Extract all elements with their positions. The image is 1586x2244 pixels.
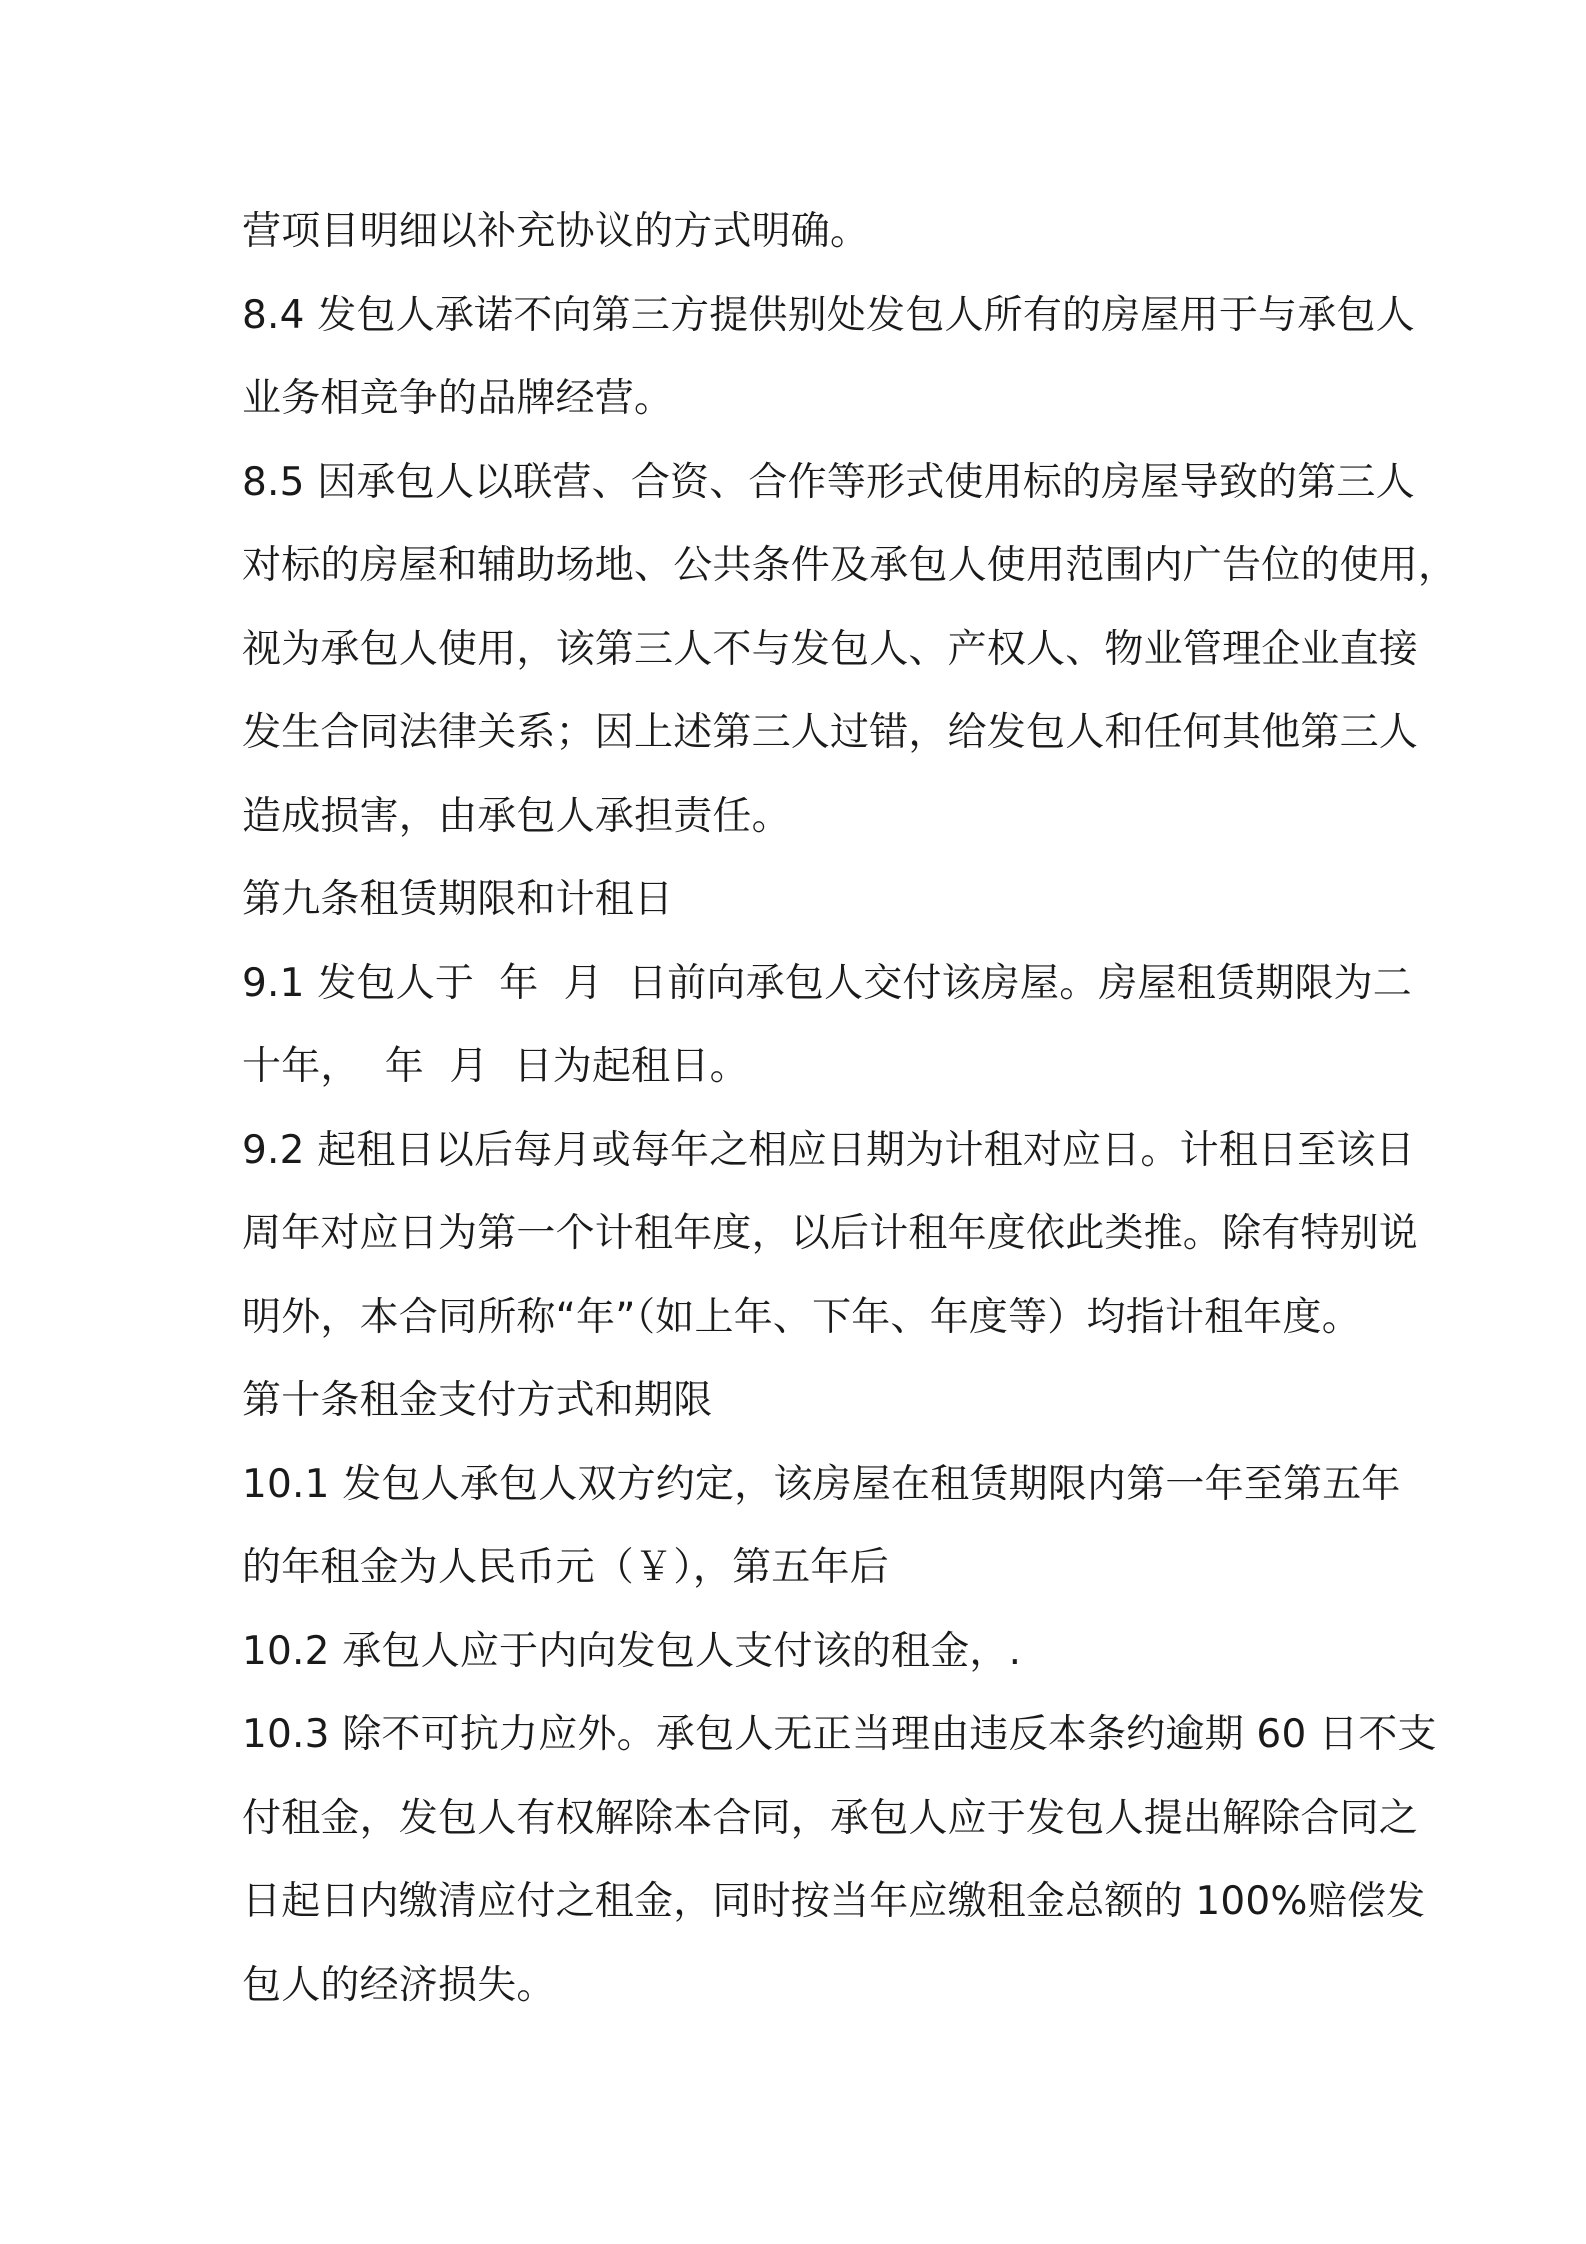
article-10-heading: 第十条租金支付方式和期限 [242,1378,713,1423]
clause-8-4-line: 8.4 发包人承诺不向第三方提供别处发包人所有的房屋用于与承包人 [242,292,1415,338]
clause-10-1-line: 10.1 发包人承包人双方约定，该房屋在租赁期限内第一年至第五年 [242,1461,1401,1507]
text-line: 视为承包人使用，该第三人不与发包人、产权人、物业管理企业直接 [242,626,1419,672]
document-body [242,190,1458,2027]
text-line: 营项目明细以补充协议的方式明确。 [242,209,870,254]
text-line: 发生合同法律关系；因上述第三人过错，给发包人和任何其他第三人 [242,710,1419,755]
text-line: 十年， 年 月 日为起租日。 [242,1044,749,1089]
text-line: 明外，本合同所称“年”（如上年、下年、年度等）均指计租年度。 [242,1294,1361,1340]
text-line: 包人的经济损失。 [242,1962,556,2008]
clause-9-1-line: 9.1 发包人于 年 月 日前向承包人交付该房屋。房屋租赁期限为二 [242,960,1413,1006]
article-9-heading: 第九条租赁期限和计租日 [242,877,674,922]
text-line: 周年对应日为第一个计租年度，以后计租年度依此类推。除有特别说 [242,1211,1419,1256]
text-line: 付租金，发包人有权解除本合同，承包人应于发包人提出解除合同之 [242,1795,1419,1841]
text-line: 对标的房屋和辅助场地、公共条件及承包人使用范围内广告位的使用， [242,543,1458,588]
clause-10-2-line: 10.2 承包人应于内向发包人支付该的租金，. [242,1628,1022,1674]
text-line: 业务相竞争的品牌经营。 [242,376,674,421]
text-line: 的年租金为人民币元（￥），第五年后 [242,1545,889,1590]
clause-9-2-line: 9.2 起租日以后每月或每年之相应日期为计租对应日。计租日至该日 [242,1127,1415,1173]
text-line: 日起日内缴清应付之租金，同时按当年应缴租金总额的 100%赔偿发 [242,1879,1426,1924]
clause-8-5-line: 8.5 因承包人以联营、合资、合作等形式使用标的房屋导致的第三人 [242,459,1415,505]
text-line: 造成损害，由承包人承担责任。 [242,793,791,839]
clause-10-3-line: 10.3 除不可抗力应外。承包人无正当理由违反本条约逾期 60 日不支 [242,1712,1437,1757]
